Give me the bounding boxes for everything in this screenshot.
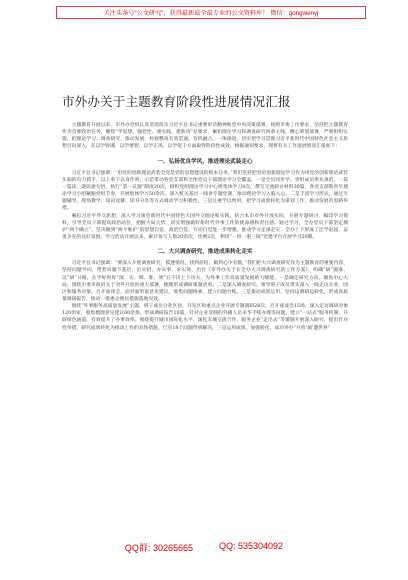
section-heading: 二、大兴调查研究，推进成果转化走实 [157,249,253,256]
section-heading: 一、弘扬优良学风，推进理论武装走心 [157,158,253,165]
body-paragraph: 围绕“外事服务高质量发展”主题，班子成员分赴区县、开发区和重点企业开展专题调研28次，召开座谈会15场，深入走访调研对象120余家，收集梳理意见建议60余条，形成调研报告10篇。针对企业反映的外籍人员来华手续办理等问题，建立“一站式”服务机制，开辟绿色通道，有效提升了办事效率。围绕提升城市国际化水平、深化友城交流合作、服务企业“走出去”等课题开展深入研究，提出针对性举措，研究成果转化为推动工作的具体措施，已有18个问题得到解决，三是运用成果，加强转化，成功举办“开放‘城’邀世界” [62,304,348,331]
document-title: 市外办关于主题教育阶段性进展情况汇报 [62,95,291,109]
promo-banner[interactable] [56,6,366,19]
promo-banner-text: 关注头条号“公文研究”，获得最新最全最专业的公文资料库！ 微信：gongwenyj [103,10,319,17]
intro-paragraph: 主题教育开展以来，市外办党组认真贯彻落实习近平总书记重要讲话精神和党中央决策部署，按照市委工作要求，坚持把主题教育作为首要政治任务，聚焦“学思想、强党性、重实践、建新功”总要求，紧扣理论学习和调查研究两条主线，精心筹划部署，严密组织实施，把理论学习、调查研究、推动发展、检视整改有效贯通，有机融合，一体推进，切实把学习贯彻习近平新时代中国特色社会主义思想引向深入，在以学铸魂、以学增智、以学正风、以学促干方面取得阶段性成效。根据通知要求，现将有关工作进展情况汇报如下： [62,123,348,150]
qq-group-number: 30265665 [152,543,193,553]
body-paragraph: 习近平总书记强调：“用党的创新理论武装全党是党的思想建设的根本任务。”我们坚持把党的创新理论学习作为用党的创新理论武装头脑的有力抓手，以上率下以身作则，示范带动各党支部和全体党员干部理论学习全覆盖。一是全员同步学。党组成员率先垂范，一篇一篇读、逐段逐句悟，执行“第一议题”制度20次，组织党组理论学习中心组集体学习8次，撰写交流研讨材料30篇，各党支部和青年理论学习小组紧跟党组节奏，开展集体学习50余次，深入机关基层一线讲专题党课，推动理论学习入脑入心。二是丰富学习形式，通过专题辅导、现场教学、知识竞赛、读书分享等方式调动学习积极性。三是注重学以致用，把学习成果转化为谋划工作、推动发展的思路举措。 [62,170,348,212]
body-paragraph: 紧扣习近平外交思想，深入学习领会新时代中国特色大国外交理论和实践，结合本市对外开放实际，开展专题研讨，编印学习资料，引导党员干部提高政治站位，把握大局大势，切实增强做好新时代外事工作的使命感和责任感。通过学习，全办党员干部坚定拥护“两个确立”、坚决做到“两个维护”的思想自觉、政治自觉、行动自觉进一步增强。推动学习走深走实，全办上下形成了比学赶超、奋勇争先的良好氛围。学习活动开展以来，累计参与人数20余次，比例2次，利用“一组一册三探”党建平台开展学习20期。 [62,213,348,241]
qq-group-sep: : [147,543,153,553]
qq-group-contact[interactable] [125,541,193,554]
body-paragraph: 习近平总书记强调：“要深入开展调查研究，摸透情况，找到症结，做到心中有数。”我们把大兴调查研究作为主题教育的重要内容，坚持问题导向，带着问题下基层、出实招、办实事、求实效，出台《市外办关于在全办大兴调查研究的工作方案》，明确“研”题准、以“研”开路，在学好用好“深、实、细、准、效”五字诀上下功夫，为外事工作高质量发展助力赋能。一是确定研究方向。聚焦中心大局，围绕市委市政府关于对外开放的重大部署，梳理形成调研课题清单。二是深入调查研究。领导班子成员带头深入一线走访企业、园区和服务对象，召开座谈会，面对面听取意见建议，收集问题线索，建立问题台账。三是推动成果运用。坚持边调研边转化，形成高质量调研报告，推动一批惠企便民措施落地见效。 [62,261,348,302]
contact-footer [0,541,408,554]
document-body [62,122,348,332]
qq-group-label: QQ群 [124,543,148,553]
qq-contact[interactable] [219,541,283,554]
qq-sep: : [233,541,239,551]
qq-label: QQ [218,541,233,551]
qq-number: 535304092 [238,541,284,551]
